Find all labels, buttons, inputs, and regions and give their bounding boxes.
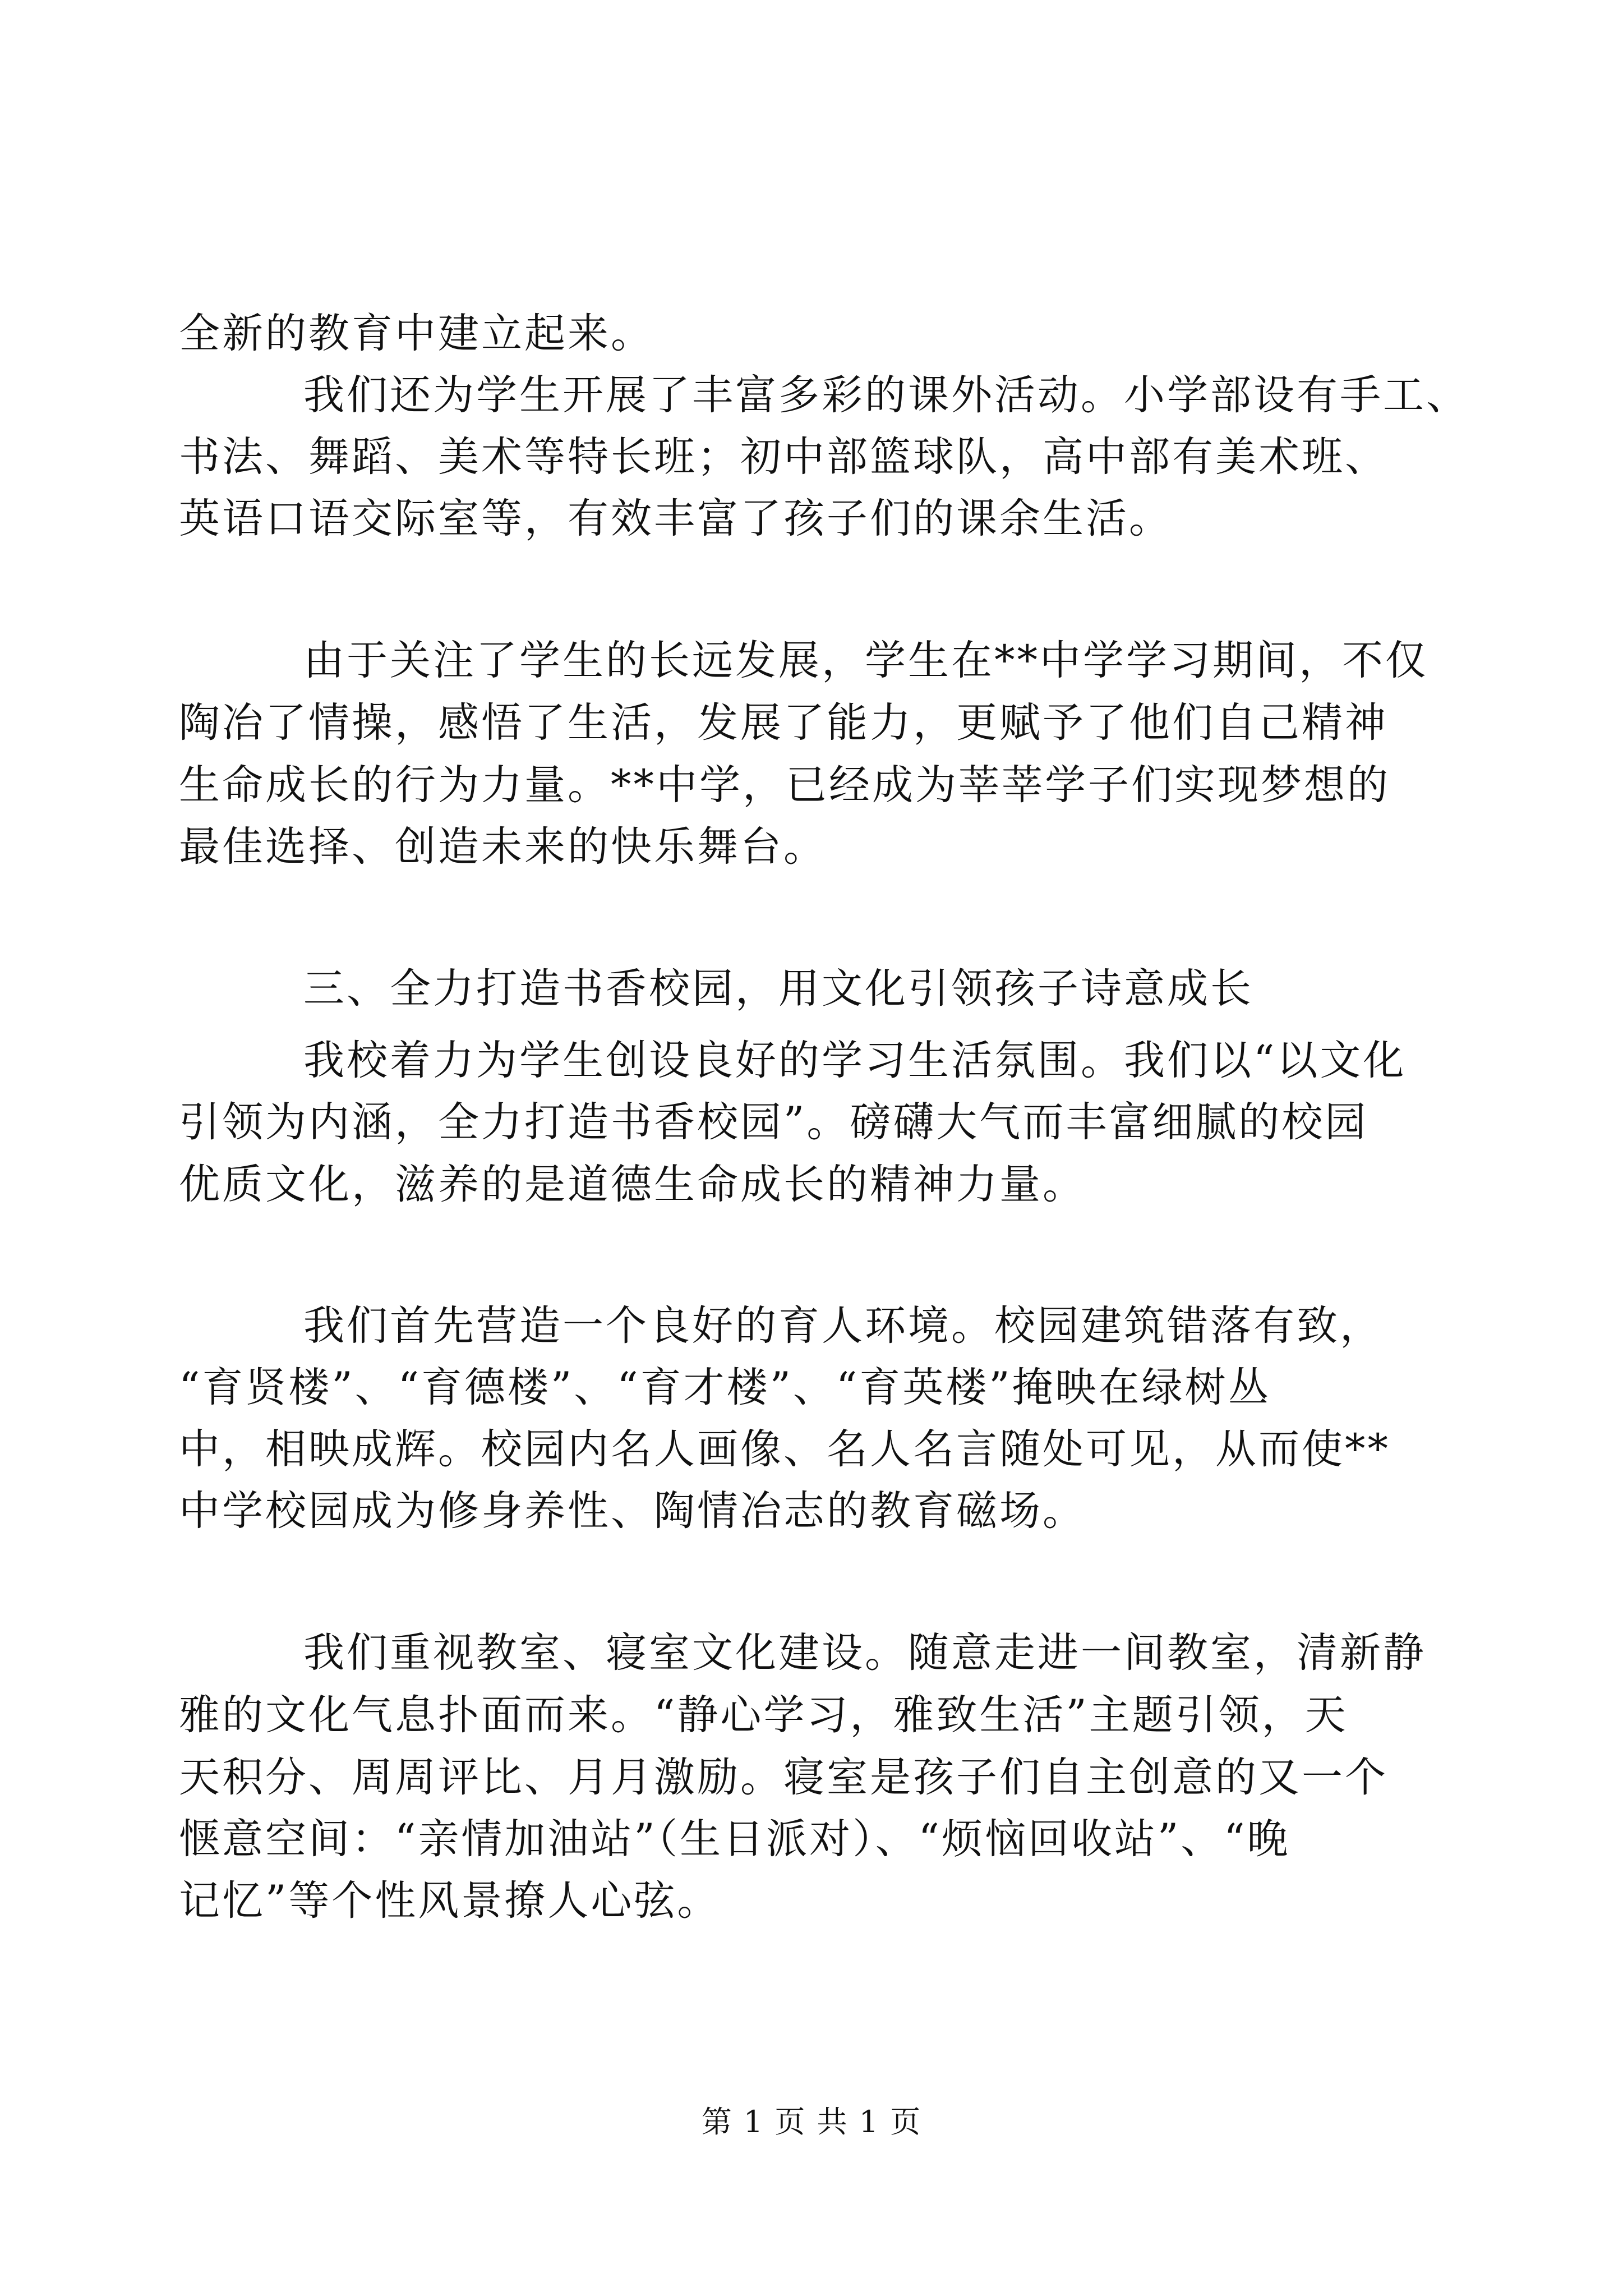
text-line: 天积分、周周评比、月月激励。寝室是孩子们自主创意的又一个 (179, 1754, 1388, 1801)
text-line: 优质文化，滋养的是道德生命成长的精神力量。 (179, 1161, 1086, 1208)
text-line: 书法、舞蹈、美术等特长班；初中部篮球队，高中部有美术班、 (179, 433, 1388, 481)
text-line: 引领为内涵，全力打造书香校园”。磅礴大气而丰富细腻的校园 (179, 1098, 1368, 1146)
text-line: 我们首先营造一个良好的育人环境。校园建筑错落有致， (303, 1302, 1383, 1350)
text-line: 生命成长的行为力量。**中学，已经成为莘莘学子们实现梦想的 (179, 761, 1390, 809)
text-line: “育贤楼”、“育德楼”、“育才楼”、“育英楼”掩映在绿树丛 (179, 1364, 1271, 1411)
text-line: 我校着力为学生创设良好的学习生活氛围。我们以“以文化 (303, 1037, 1407, 1084)
text-line: 中，相映成辉。校园内名人画像、名人名言随处可见，从而使** (179, 1425, 1390, 1473)
text-line: 我们还为学生开展了丰富多彩的课外活动。小学部设有手工、 (303, 371, 1469, 419)
page-number-footer: 第 1 页 共 1 页 (701, 2104, 922, 2139)
text-line: 英语口语交际室等，有效丰富了孩子们的课余生活。 (179, 495, 1172, 542)
section-heading: 三、全力打造书香校园，用文化引领孩子诗意成长 (303, 965, 1253, 1013)
text-line: 记忆”等个性风景撩人心弦。 (179, 1877, 721, 1925)
text-line: 陶冶了情操，感悟了生活，发展了能力，更赋予了他们自己精神 (179, 699, 1388, 747)
text-line: 全新的教育中建立起来。 (179, 310, 654, 357)
text-line: 最佳选择、创造未来的快乐舞台。 (179, 823, 827, 871)
text-line: 雅的文化气息扑面而来。“静心学习，雅致生活”主题引领，天 (179, 1691, 1348, 1739)
text-line: 我们重视教室、寝室文化建设。随意走进一间教室，清新静 (303, 1629, 1426, 1677)
text-line: 中学校园成为修身养性、陶情冶志的教育磁场。 (179, 1487, 1086, 1535)
text-line: 由于关注了学生的长远发展，学生在**中学学习期间，不仅 (303, 637, 1428, 684)
text-line: 惬意空间：“亲情加油站”（生日派对）、“烦恼回收站”、“晚 (179, 1815, 1290, 1863)
